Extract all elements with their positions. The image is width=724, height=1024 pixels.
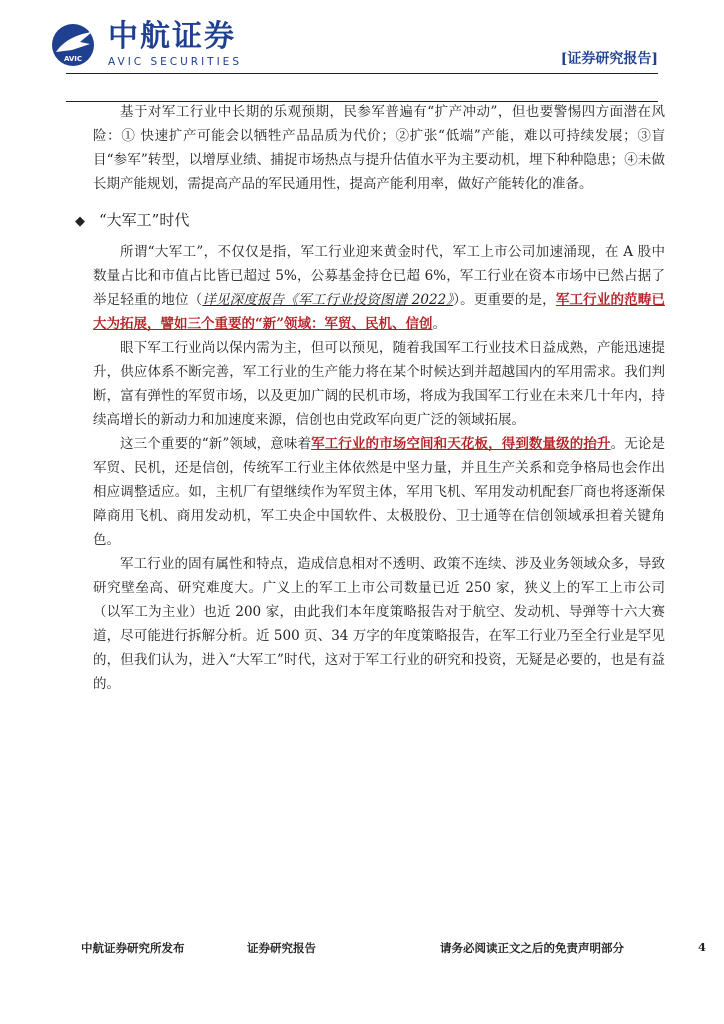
paragraph-3-text-cont: 。无论是军贸、民机，还是信创，传统军工行业主体依然是中坚力量，并且生产关系和竞争格局也会作出相应调整适应。如，主机厂有望继续作为军贸主体，军用飞机、军用发动机配套厂商也将逐渐保障商用飞机、商用发动机，军工央企中国软件、太极股份、卫士通等在信创领域承担着关键角色。 [93,436,665,548]
paragraph-1-text: 所谓“大军工”，不仅仅是指，军工行业迎来黄金时代，军工上市公司加速涌现，在 A 股中数量占比和市值占比皆已超过 5%，公募基金持仓已超 6%，军工行业在资本市场中已然占据了举足轻重的地位（ [93,244,665,308]
page-number: 4 [697,940,706,954]
emphasis-new-fields: 军工行业的范畴已大为拓展，譬如三个重要的“新”领域：军贸、民机、信创 [93,292,666,332]
company-logo [50,20,310,70]
document-type-label: [证券研究报告] [560,51,658,67]
paragraph-3 [93,432,665,552]
paragraph-3-text: 这三个重要的“新”领域，意味着 [120,436,312,452]
paragraph-1 [93,240,665,336]
intro-paragraph: 基于对军工行业中长期的乐观预期，民参军普遍有“扩产冲动”，但也要警惕四方面潜在风险：① 快速扩产可能会以牺牲产品品质为代价；②扩张“低端”产能，难以可持续发展；③盲目“参军”转型，以增厚业绩、捕捉市场热点与提升估值水平为主要动机，埋下种种隐患；④未做长期产能规划，需提高产品的军民通用性，提高产能利用率，做好产能转化的准备。 [93,104,665,192]
svg-text:AVIC: AVIC [63,55,83,63]
avic-logo-icon [50,22,96,68]
footer-publisher: 中航证券研究所发布 [81,941,185,955]
paragraph-2: 眼下军工行业尚以保内需为主，但可以预见，随着我国军工行业技术日益成熟，产能迅速提升，供应体系不断完善，军工行业的生产能力将在某个时候达到并超越国内的军用需求。我们判断，富有弹性的军贸市场，以及更加广阔的民机市场，将成为我国军工行业在未来几十年内，持续高增长的新动力和加速度来源，信创也由党政军向更广泛的领域拓展。 [93,340,665,428]
section-heading-text: “大军工”时代 [99,211,190,229]
paragraph-4: 军工行业的固有属性和特点，造成信息相对不透明、政策不连续、涉及业务领域众多，导致研究壁垒高、研究难度大。广义上的军工上市公司数量已近 250 家，狭义上的军工上市公司（以军工为主业）也近 200 家，由此我们本年度策略报告对于航空、发动机、导弹等十六大赛道，尽可能进行拆解分析。近 500 页、34 万字的年度策略报告，在军工行业乃至全行业是罕见的，但我们认为，进入“大军工”时代，这对于军工行业的研究和投资，无疑是必要的，也是有益的。 [93,556,665,692]
paragraph-1-text-cont: ）。更重要的是， [453,292,556,308]
diamond-bullet-icon: ◆ [75,214,85,229]
header-rule [66,73,658,74]
emphasis-market-space: 军工行业的市场空间和天花板，得到数量级的抬升 [311,436,611,452]
footer-report-type: 证券研究报告 [247,941,316,955]
section-heading [75,208,665,234]
brand-name-cn: 中航证券 [108,19,236,54]
footer-disclaimer: 请务必阅读正文之后的免责声明部分 [440,941,624,955]
paragraph-1-end: 。 [432,316,447,332]
brand-name-en: AVIC SECURITIES [108,56,242,68]
report-reference-link[interactable]: 详见深度报告《军工行业投资图谱 2022》 [202,292,454,308]
report-body [75,100,666,696]
